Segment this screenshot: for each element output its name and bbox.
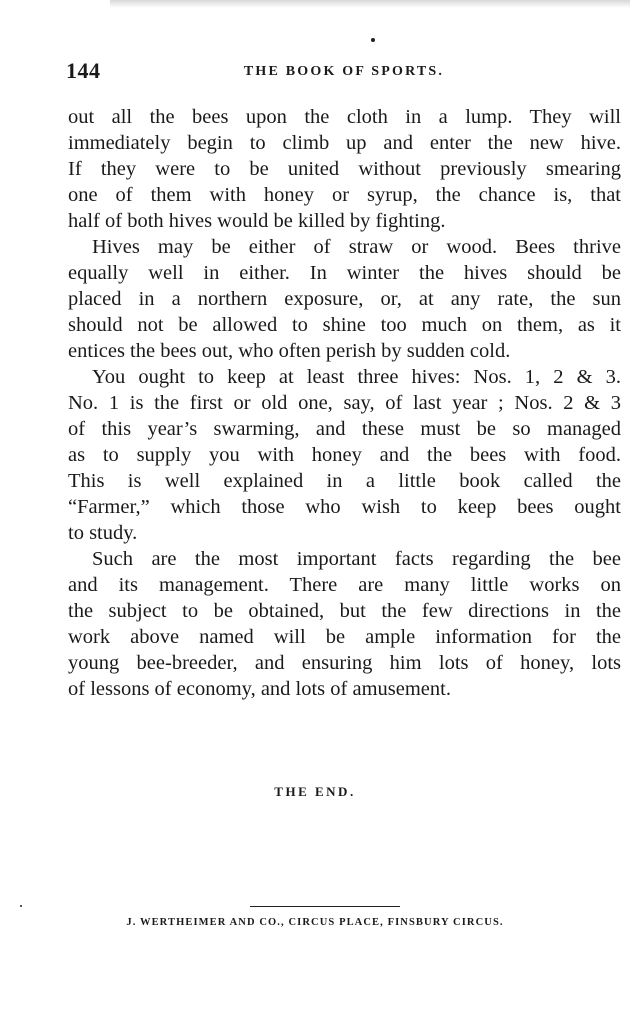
text-line: This is well explained in a little book called the (68, 470, 621, 492)
text-line: of lessons of economy, and lots of amusement. (68, 678, 451, 700)
ink-speck (20, 905, 22, 907)
text-line: placed in a northern exposure, or, at any rate, the sun (68, 288, 621, 310)
paragraph (68, 546, 621, 702)
text-line: If they were to be united without previously smearing (68, 158, 621, 180)
text-line: as to supply you with honey and the bees with food. (68, 444, 621, 466)
text-line: one of them with honey or syrup, the chance is, that (68, 184, 621, 206)
running-title: THE BOOK OF SPORTS. (243, 64, 445, 79)
page-number: 144 (66, 58, 101, 83)
the-end-heading: THE END. (274, 784, 356, 799)
page-header (66, 58, 622, 86)
text-line: the subject to be obtained, but the few directions in the (68, 600, 621, 622)
text-line: half of both hives would be killed by fighting. (68, 210, 446, 232)
text-line: Such are the most important facts regarding the bee (92, 548, 621, 570)
text-line: entices the bees out, who often perish by sudden cold. (68, 340, 511, 362)
paragraph (68, 364, 621, 546)
scan-edge-shadow (110, 0, 630, 8)
ink-speck (371, 38, 375, 42)
body-text (68, 104, 621, 702)
text-line: young bee-breeder, and ensuring him lots of honey, lots (68, 652, 621, 674)
text-line: of this year’s swarming, and these must be so managed (68, 418, 621, 440)
text-line: “Farmer,” which those who wish to keep bees ought (68, 496, 621, 518)
paragraph (68, 234, 621, 364)
text-line: out all the bees upon the cloth in a lump. They will (68, 106, 621, 128)
text-line: Hives may be either of straw or wood. Bees thrive (92, 236, 621, 258)
text-line: immediately begin to climb up and enter the new hive. (68, 132, 621, 154)
text-line: work above named will be ample information for the (68, 626, 621, 648)
printer-imprint: J. WERTHEIMER AND CO., CIRCUS PLACE, FINSBURY CIRCUS. (126, 917, 504, 928)
text-line: You ought to keep at least three hives: Nos. 1, 2 & 3. (92, 366, 621, 388)
text-line: equally well in either. In winter the hives should be (68, 262, 621, 284)
text-line: to study. (68, 522, 138, 544)
text-line: No. 1 is the first or old one, say, of last year ; Nos. 2 & 3 (68, 392, 621, 414)
imprint-rule (250, 906, 400, 907)
paragraph (68, 104, 621, 234)
text-line: should not be allowed to shine too much on them, as it (68, 314, 621, 336)
text-line: and its management. There are many little works on (68, 574, 621, 596)
